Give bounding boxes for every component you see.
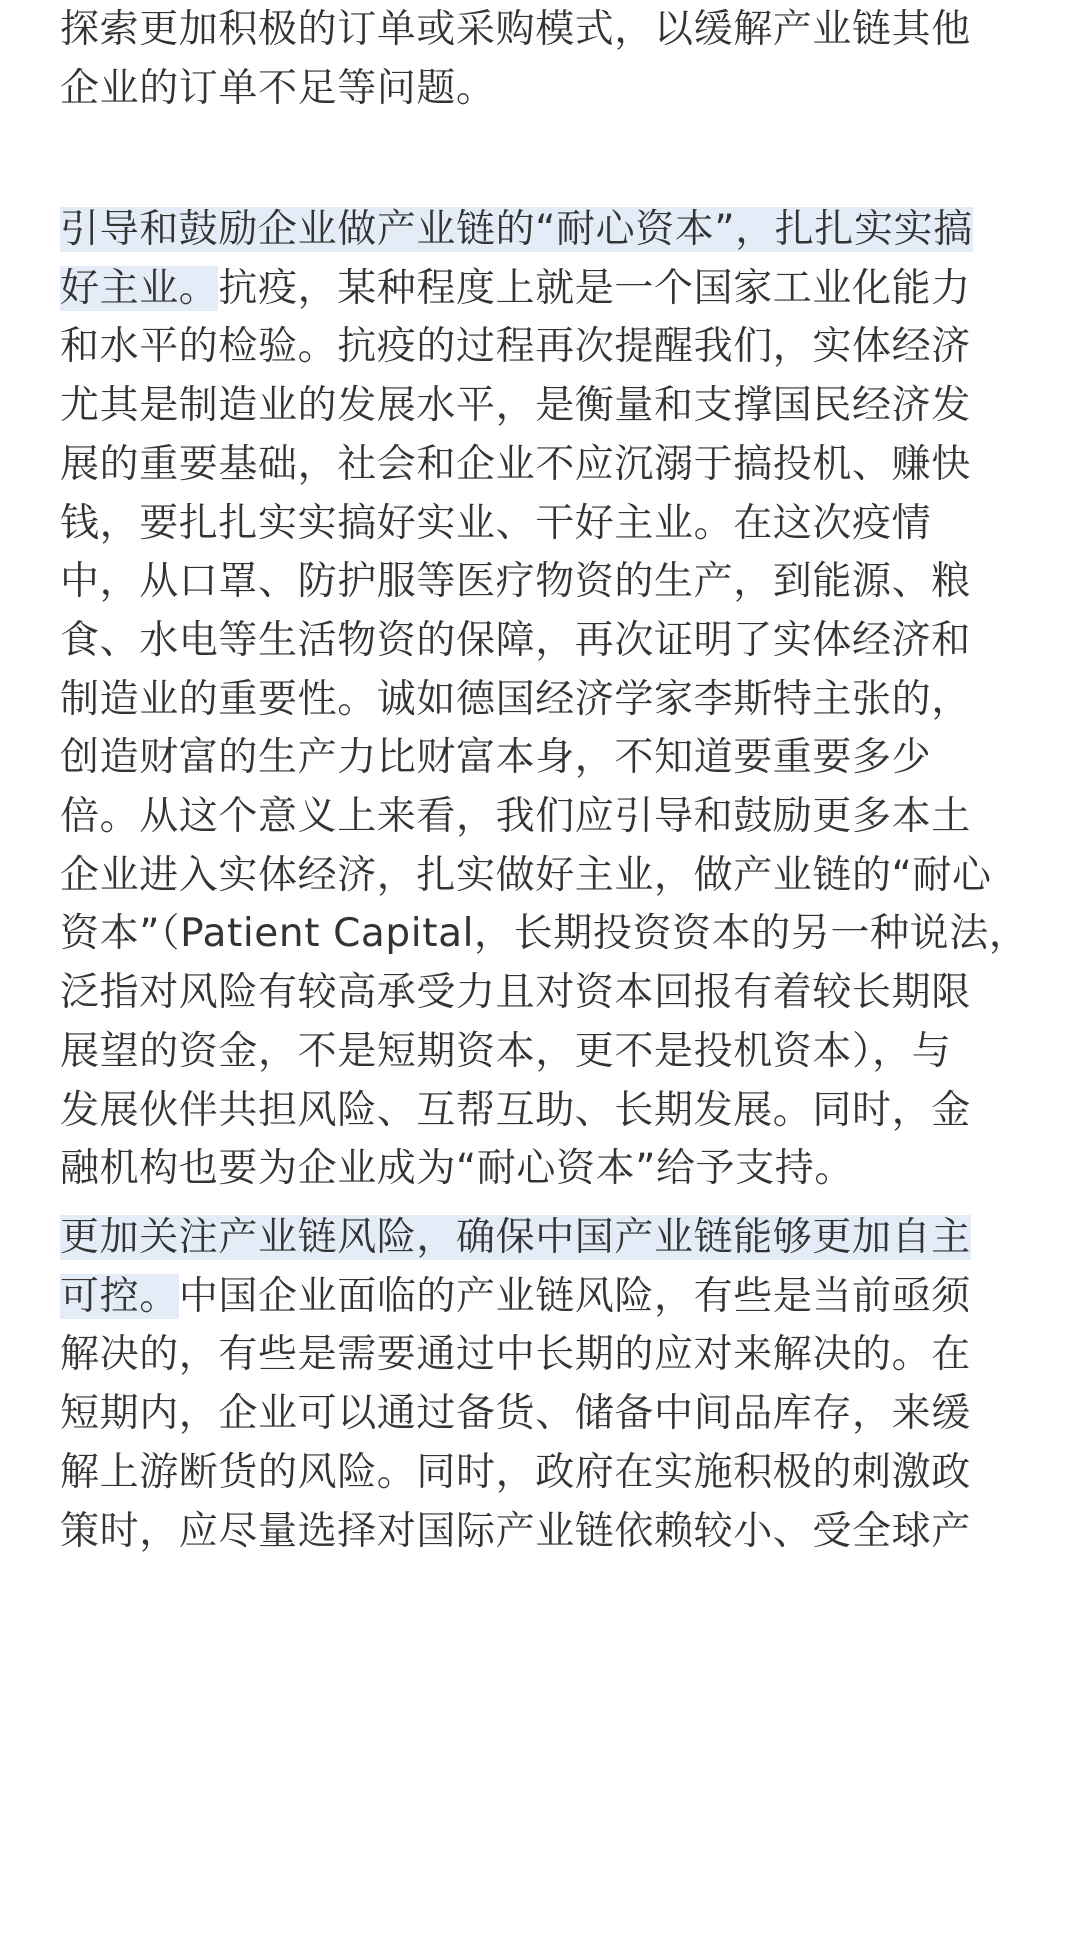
- text-segment: 尤其是制造业的发展水平，是衡量和支撑国民经济发: [60, 383, 971, 429]
- text-line: [60, 494, 931, 554]
- text-segment: 和水平的检验。抗疫的过程再次提醒我们，实体经济: [60, 324, 971, 370]
- highlighted-text: 引导和鼓励企业做产业链的“耐心资本”，扎扎实实搞: [60, 207, 973, 252]
- text-segment: 抗疫，某种程度上就是一个国家工业化能力: [218, 265, 971, 311]
- text-line: [60, 1208, 971, 1268]
- text-segment: 策时，应尽量选择对国际产业链依赖较小、受全球产: [60, 1508, 971, 1554]
- text-line: [60, 670, 971, 730]
- text-line: [60, 200, 973, 260]
- text-line: [60, 376, 971, 436]
- text-segment: 倍。从这个意义上来看，我们应引导和鼓励更多本土: [60, 794, 971, 839]
- text-line: [60, 259, 971, 319]
- text-line: [60, 1081, 971, 1141]
- text-line: [60, 904, 1028, 964]
- text-segment: 解决的，有些是需要通过中长期的应对来解决的。在: [60, 1332, 971, 1378]
- text-segment: 资本”（Patient Capital，长期投资资本的另一种说法，: [60, 911, 1029, 957]
- text-line: [60, 728, 931, 788]
- text-line: [60, 1139, 854, 1199]
- text-segment: 发展伙伴共担风险、互帮互助、长期发展。同时，金: [60, 1087, 971, 1133]
- text-segment: 创造财富的生产力比财富本身，不知道要重要多少: [60, 735, 932, 781]
- highlighted-text: 好主业。: [60, 265, 219, 311]
- text-line: [60, 611, 971, 671]
- text-segment: 泛指对风险有较高承受力且对资本回报有着较长期限: [60, 970, 971, 1016]
- text-segment: 中国企业面临的产业链风险，有些是当前亟须: [178, 1273, 971, 1319]
- text-segment: 展的重要基础，社会和企业不应沉溺于搞投机、赚快: [60, 441, 971, 487]
- text-segment: 企业进入实体经济，扎实做好主业，做产业链的“耐心: [60, 852, 992, 898]
- text-line: [60, 435, 971, 495]
- text-line: [60, 1267, 971, 1327]
- text-segment: 解上游断货的风险。同时，政府在实施积极的刺激政: [60, 1449, 971, 1495]
- text-segment: 制造业的重要性。诚如德国经济学家李斯特主张的，: [60, 676, 971, 722]
- text-line: [60, 0, 971, 60]
- text-line: [60, 1502, 971, 1562]
- text-line: [60, 1022, 951, 1082]
- text-segment: 展望的资金，不是短期资本，更不是投机资本），与: [60, 1028, 952, 1074]
- text-line: [60, 1325, 971, 1385]
- text-segment: 融机构也要为企业成为“耐心资本”给予支持。: [60, 1146, 855, 1192]
- text-line: [60, 1443, 971, 1503]
- text-segment: 企业的订单不足等问题。: [60, 65, 496, 111]
- text-segment: 钱，要扎扎实实搞好实业、干好主业。在这次疫情: [60, 500, 932, 546]
- text-segment: 探索更加积极的订单或采购模式，以缓解产业链其他: [60, 7, 971, 52]
- highlighted-text: 可控。: [60, 1273, 179, 1319]
- highlighted-text: 更加关注产业链风险，确保中国产业链能够更加自主: [60, 1215, 971, 1260]
- text-line: [60, 846, 992, 906]
- text-segment: 中，从口罩、防护服等医疗物资的生产，到能源、粮: [60, 559, 971, 605]
- text-segment: 食、水电等生活物资的保障，再次证明了实体经济和: [60, 617, 971, 663]
- text-segment: 短期内，企业可以通过备货、储备中间品库存，来缓: [60, 1391, 971, 1437]
- text-line: [60, 552, 971, 612]
- text-line: [60, 963, 971, 1023]
- text-line: [60, 1384, 971, 1444]
- text-line: [60, 317, 971, 377]
- text-line: [60, 59, 496, 119]
- text-line: [60, 787, 971, 847]
